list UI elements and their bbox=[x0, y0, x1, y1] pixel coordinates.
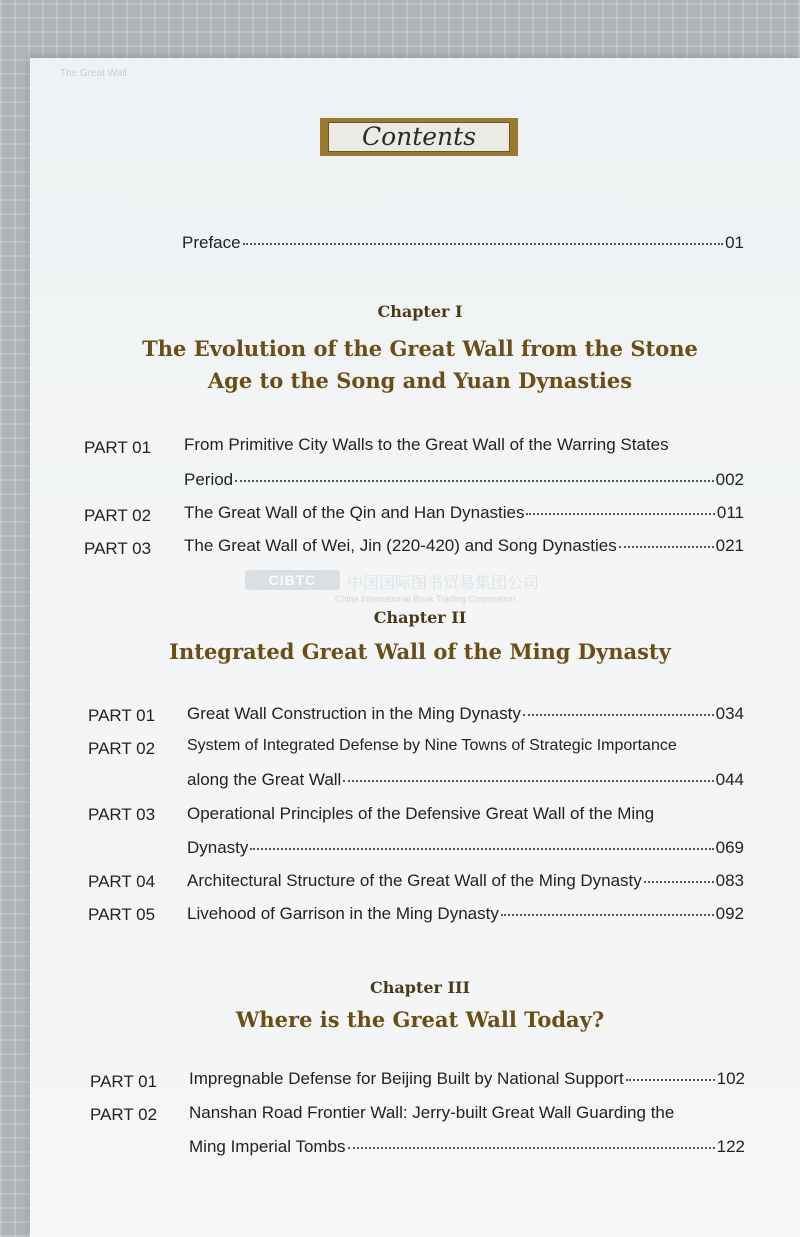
chapter-label: Chapter I bbox=[377, 302, 463, 321]
dot-leader bbox=[235, 480, 713, 482]
part-label: PART 02 bbox=[88, 739, 156, 758]
toc-page-number: 011 bbox=[716, 503, 744, 522]
running-head: The Great Wall bbox=[60, 68, 127, 79]
part-label: PART 03 bbox=[84, 539, 152, 558]
dot-leader bbox=[348, 1147, 715, 1149]
toc-entry-title: The Great Wall of the Qin and Han Dynasties bbox=[184, 503, 525, 522]
toc-entry[interactable] bbox=[184, 503, 744, 523]
toc-entry-title-line2: along the Great Wall bbox=[187, 770, 342, 789]
toc-entry[interactable] bbox=[187, 770, 744, 790]
contents-heading-box bbox=[320, 118, 518, 156]
chapter-title-line2: Age to the Song and Yuan Dynasties bbox=[207, 368, 633, 393]
toc-entry-title-line2: Dynasty bbox=[187, 838, 249, 857]
part-label: PART 02 bbox=[90, 1105, 158, 1124]
toc-entry-title: Preface bbox=[182, 233, 241, 252]
dot-leader bbox=[644, 881, 714, 883]
chapter-title: Where is the Great Wall Today? bbox=[235, 1007, 605, 1032]
watermark bbox=[245, 570, 565, 606]
contents-heading: Contents bbox=[328, 122, 510, 152]
chapter-title-line1: The Evolution of the Great Wall from the Stone bbox=[142, 336, 698, 361]
toc-page-number: 044 bbox=[715, 770, 744, 789]
toc-page-number: 092 bbox=[715, 904, 744, 923]
dot-leader bbox=[501, 914, 714, 916]
toc-entry[interactable] bbox=[187, 838, 744, 858]
toc-entry-title-line2: Ming Imperial Tombs bbox=[189, 1137, 346, 1156]
toc-entry-title-line1[interactable]: Operational Principles of the Defensive Great Wall of the Ming bbox=[187, 804, 655, 823]
toc-entry-title-line2: Period bbox=[184, 470, 234, 489]
toc-entry-preface[interactable] bbox=[182, 233, 744, 253]
part-label: PART 01 bbox=[84, 438, 152, 457]
part-label: PART 04 bbox=[88, 872, 156, 891]
toc-entry-title: Livehood of Garrison in the Ming Dynasty bbox=[187, 904, 499, 923]
toc-page-number: 021 bbox=[715, 536, 744, 555]
toc-entry[interactable] bbox=[187, 904, 744, 924]
part-label: PART 05 bbox=[88, 905, 156, 924]
toc-entry-title-line1[interactable]: Nanshan Road Frontier Wall: Jerry-built Great Wall Guarding the bbox=[189, 1103, 675, 1122]
dot-leader bbox=[243, 243, 723, 245]
toc-entry[interactable] bbox=[187, 704, 744, 724]
toc-entry-title: Impregnable Defense for Beijing Built by National Support bbox=[189, 1069, 624, 1088]
toc-entry-title: Architectural Structure of the Great Wall of the Ming Dynasty bbox=[187, 871, 642, 890]
toc-page-number: 01 bbox=[725, 233, 744, 252]
part-label: PART 01 bbox=[90, 1072, 158, 1091]
chapter-label: Chapter III bbox=[370, 978, 470, 997]
dot-leader bbox=[626, 1079, 715, 1081]
toc-entry[interactable] bbox=[189, 1069, 745, 1089]
toc-page-number: 002 bbox=[715, 470, 744, 489]
part-label: PART 03 bbox=[88, 805, 156, 824]
dot-leader bbox=[523, 714, 714, 716]
watermark-english: China International Book Trading Corporation bbox=[335, 594, 516, 604]
watermark-chinese: 中国国际图书贸易集团公司 bbox=[347, 575, 540, 592]
toc-page-number: 122 bbox=[716, 1137, 745, 1156]
toc-page-number: 083 bbox=[715, 871, 744, 890]
chapter-title: Integrated Great Wall of the Ming Dynasty bbox=[169, 639, 671, 664]
toc-entry-title: Great Wall Construction in the Ming Dynasty bbox=[187, 704, 521, 723]
toc-entry-title: The Great Wall of Wei, Jin (220-420) and Song Dynasties bbox=[184, 536, 617, 555]
dot-leader bbox=[526, 513, 714, 515]
toc-entry[interactable] bbox=[184, 536, 744, 556]
toc-entry-title-line1[interactable]: From Primitive City Walls to the Great Wall of the Warring States bbox=[184, 435, 669, 454]
dot-leader bbox=[343, 780, 713, 782]
chapter-label: Chapter II bbox=[373, 608, 467, 627]
toc-entry-title-line1[interactable]: System of Integrated Defense by Nine Towns of Strategic Importance bbox=[187, 737, 677, 754]
watermark-logo: CIBTC bbox=[245, 570, 340, 590]
toc-page-number: 034 bbox=[715, 704, 744, 723]
toc-entry[interactable] bbox=[187, 871, 744, 891]
dot-leader bbox=[619, 546, 714, 548]
toc-page-number: 069 bbox=[715, 838, 744, 857]
part-label: PART 01 bbox=[88, 706, 156, 725]
toc-entry[interactable] bbox=[189, 1137, 745, 1157]
dot-leader bbox=[250, 848, 713, 850]
toc-page-number: 102 bbox=[716, 1069, 745, 1088]
toc-entry[interactable] bbox=[184, 470, 744, 490]
part-label: PART 02 bbox=[84, 506, 152, 525]
